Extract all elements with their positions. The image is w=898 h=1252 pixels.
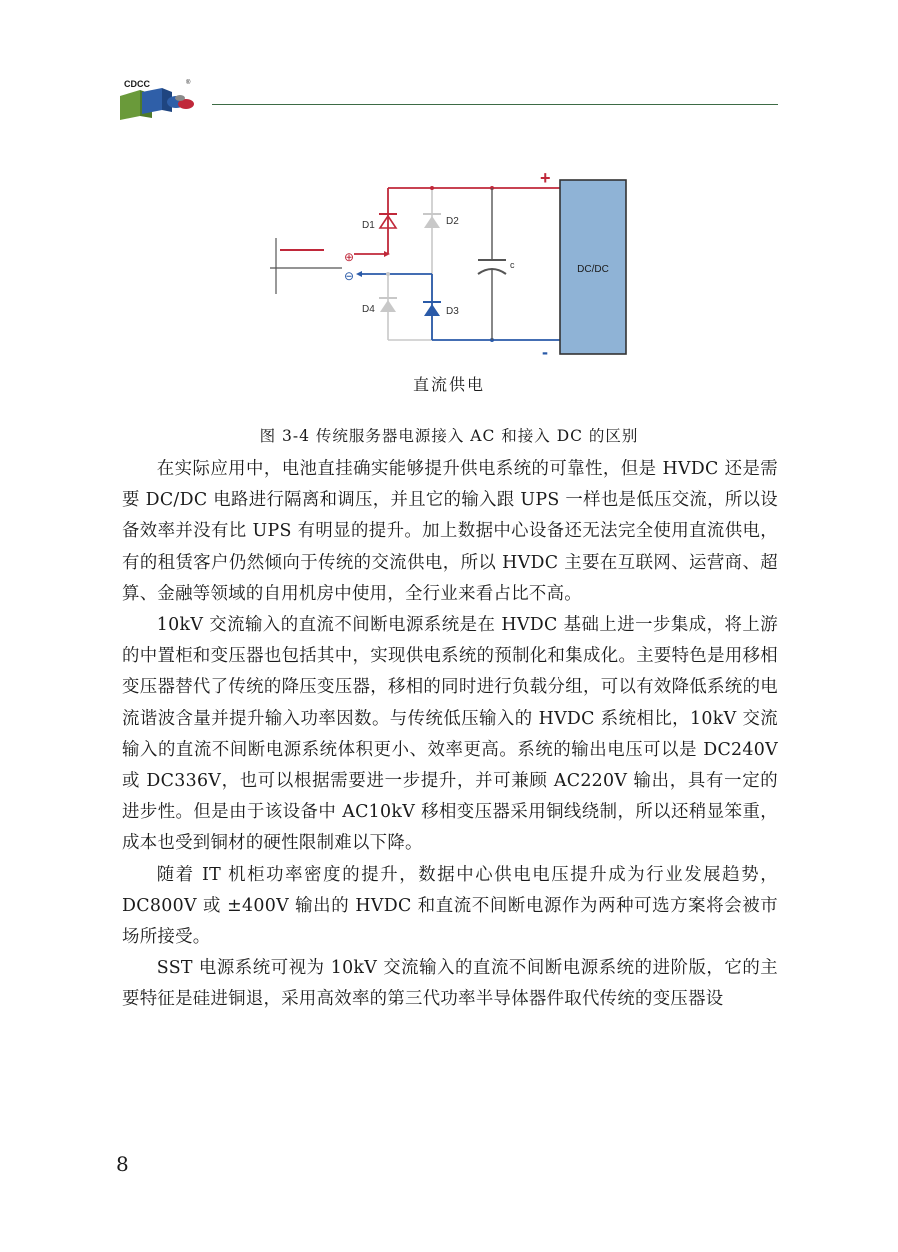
paragraph: 在实际应用中，电池直挂确实能够提升供电系统的可靠性，但是 HVDC 还是需要 DC/DC 电路进行隔离和调压，并且它的输入跟 UPS 一样也是低压交流，所以设备效率并没有比 UPS 有明显的提升。加上数据中心设备还无法完全使用直流供电，有的租赁客户仍然倾向于传统的交流供电，所以 HVDC 主要在互联网、运营商、超算、金融等领域的自用机房中使用，全行业来看占比不高。 xyxy=(122,459,778,604)
d4-diode xyxy=(380,300,396,312)
output-minus-label: - xyxy=(542,342,548,362)
figure-caption: 图 3-4 传统服务器电源接入 AC 和接入 DC 的区别 xyxy=(259,427,639,445)
d2-label: D2 xyxy=(446,216,459,227)
d3-diode xyxy=(424,304,440,316)
header-rule xyxy=(212,104,778,105)
d2-diode xyxy=(424,216,440,228)
paragraph: 随着 IT 机柜功率密度的提升，数据中心供电电压提升成为行业发展趋势，DC800V 或 ±400V 输出的 HVDC 和直流不间断电源作为两种可选方案将会被市场所接受。 xyxy=(122,864,778,948)
d4-label: D4 xyxy=(362,304,375,315)
d1-label: D1 xyxy=(362,220,375,231)
output-plus-label: + xyxy=(540,168,551,188)
logo-text: CDCC xyxy=(124,79,150,89)
cdcc-logo xyxy=(118,76,200,122)
input-minus-terminal: ⊖ xyxy=(344,269,355,283)
paragraph: 10kV 交流输入的直流不间断电源系统是在 HVDC 基础上进一步集成，将上游的中置柜和变压器也包括其中，实现供电系统的预制化和集成化。主要特色是用移相变压器替代了传统的降压变压器，移相的同时进行负载分组，可以有效降低系统的电流谐波含量并提升输入功率因数。与传统低压输入的 HVDC 系统相比，10kV 交流输入的直流不间断电源系统体积更小、效率更高。系统的输出电压可以是 DC240V 或 DC336V，也可以根据需要进一步提升，并可兼顾 AC220V 输出，具有一定的进步性。但是由于该设备中 AC10kV 移相变压器采用铜线绕制，所以还稍显笨重，成本也受到铜材的硬性限制难以下降。 xyxy=(122,615,778,854)
figure-sub-caption: 直流供电 xyxy=(412,375,485,394)
input-plus-terminal: ⊕ xyxy=(344,250,355,264)
body-text xyxy=(122,454,778,1016)
page-number: 8 xyxy=(116,1152,129,1176)
paragraph: SST 电源系统可视为 10kV 交流输入的直流不间断电源系统的进阶版，它的主要特征是硅进铜退，采用高效率的第三代功率半导体器件取代传统的变压器设 xyxy=(122,958,778,1010)
d3-label: D3 xyxy=(446,306,459,317)
registered-mark: ® xyxy=(186,80,191,86)
dcdc-label: DC/DC xyxy=(577,264,609,275)
capacitor-label: c xyxy=(510,260,515,270)
dc-supply-circuit-diagram xyxy=(262,166,642,366)
